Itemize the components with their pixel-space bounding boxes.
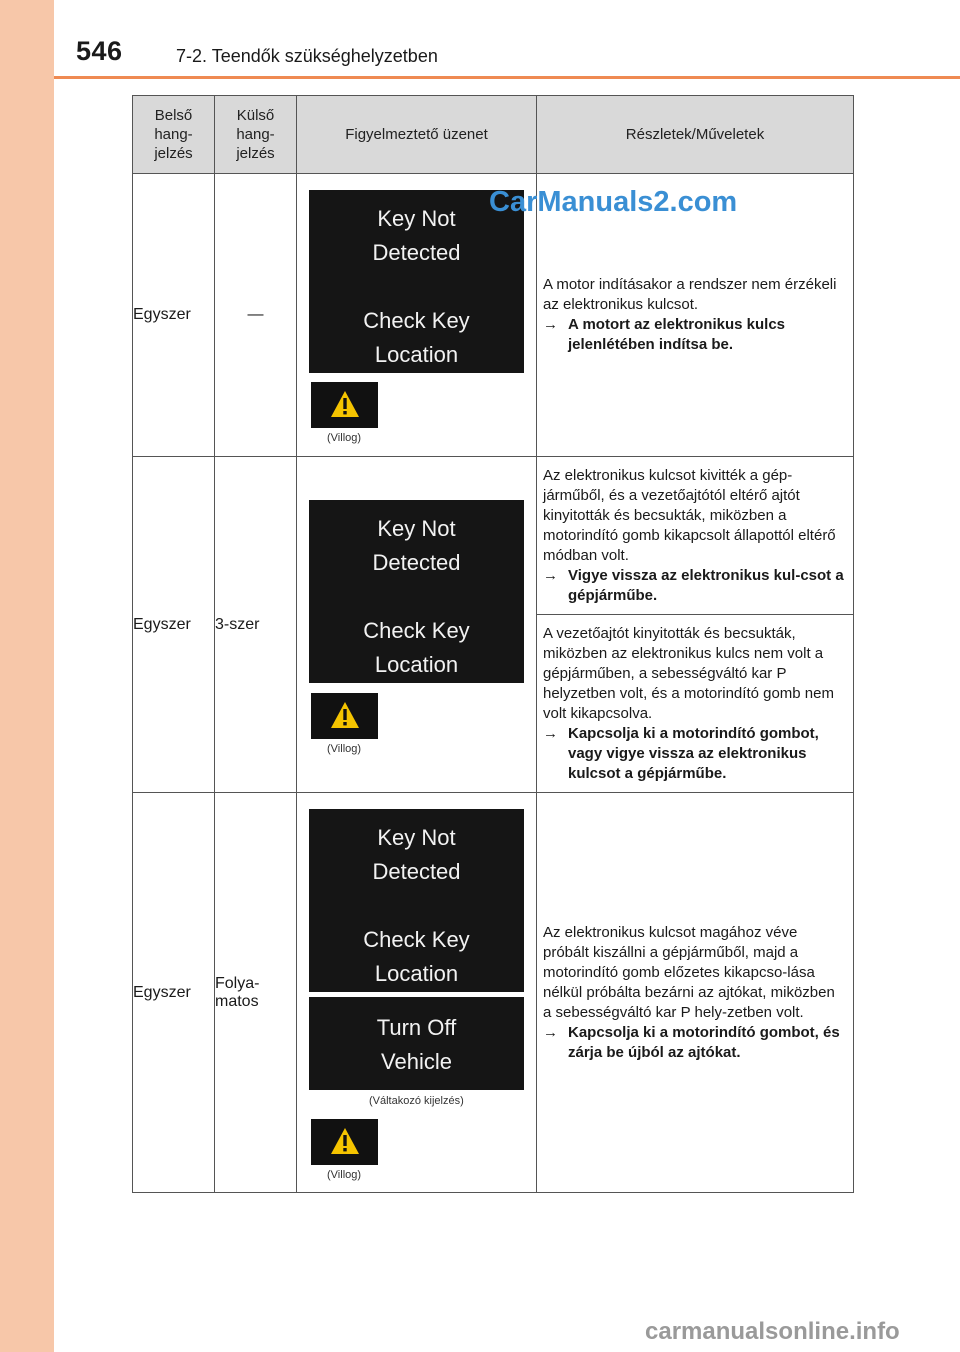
table-row	[133, 457, 854, 615]
blink-caption: (Villog)	[327, 432, 362, 444]
side-color-strip	[0, 0, 54, 1352]
internal-buzzer-cell: Egyszer	[133, 174, 215, 457]
external-buzzer-cell: Folya- matos	[215, 793, 297, 1193]
header-external-buzzer: Külső hang- jelzés	[215, 96, 297, 174]
warning-message-cell	[297, 793, 537, 1193]
warning-triangle-icon	[311, 382, 378, 428]
details-cell: A motor indításakor a rendszer nem érzékeli az elektronikus kulcsot. → A motort az elektronikus kulcs jelenlétében indítsa be.	[537, 174, 854, 457]
section-title: 7-2. Teendők szükséghelyzetben	[176, 46, 438, 66]
warning-triangle-icon	[311, 693, 378, 739]
header-internal-buzzer: Belső hang- jelzés	[133, 96, 215, 174]
table-header-row	[133, 96, 854, 174]
warning-message-cell	[297, 457, 537, 793]
display-key-not-detected: Key Not Detected Check Key Location	[309, 809, 524, 992]
warning-triangle-icon	[311, 1119, 378, 1165]
header-details: Részletek/Műveletek	[537, 96, 854, 174]
display-key-not-detected: Key Not Detected Check Key Location	[309, 500, 524, 683]
display-turn-off-vehicle: Turn Off Vehicle	[309, 997, 524, 1090]
header-rule	[54, 76, 960, 79]
footer-watermark: carmanualsonline.info	[645, 1318, 900, 1345]
details-cell: Az elektronikus kulcsot magához véve próbált kiszállni a gépjárműből, majd a motorindító gomb előzetes kikapcso-lása nélkül próbálta bezárni az ajtókat, miközben a sebességváltó kar P hely-zetben volt. → Kapcsolja ki a motorindító gombot, és zárja be újból az ajtókat.	[537, 793, 854, 1193]
header-warning-message: Figyelmeztető üzenet	[297, 96, 537, 174]
external-buzzer-cell: 3-szer	[215, 457, 297, 793]
display-key-not-detected: Key Not Detected Check Key Location	[309, 190, 524, 373]
internal-buzzer-cell: Egyszer	[133, 457, 215, 793]
warning-table	[132, 95, 854, 1193]
details-cell: Az elektronikus kulcsot kivitték a gép-járműből, és a vezetőajtótól eltérő ajtót kinyitották és becsukták, miközben a motorindító gomb kikapcsolt állapottól eltérő módban volt. → Vigye vissza az elektronikus kul-csot a gépjárműbe.	[537, 457, 854, 615]
page-number: 546	[76, 36, 123, 66]
watermark: CarManuals2.com	[489, 186, 738, 218]
alternating-caption: (Váltakozó kijelzés)	[369, 1095, 464, 1107]
blink-caption: (Villog)	[327, 1169, 362, 1181]
blink-caption: (Villog)	[327, 743, 362, 755]
table-row	[133, 793, 854, 1193]
details-cell: A vezetőajtót kinyitották és becsukták, miközben az elektronikus kulcs nem volt a gépjárműben, a sebességváltó kar P helyzetben volt, és a motorindító gomb nem volt kikapcsolva. → Kapcsolja ki a motorindító gombot, vagy vigye vissza az elektronikus kulcsot a gépjárműbe.	[537, 615, 854, 793]
internal-buzzer-cell: Egyszer	[133, 793, 215, 1193]
external-buzzer-cell: —	[215, 174, 297, 457]
